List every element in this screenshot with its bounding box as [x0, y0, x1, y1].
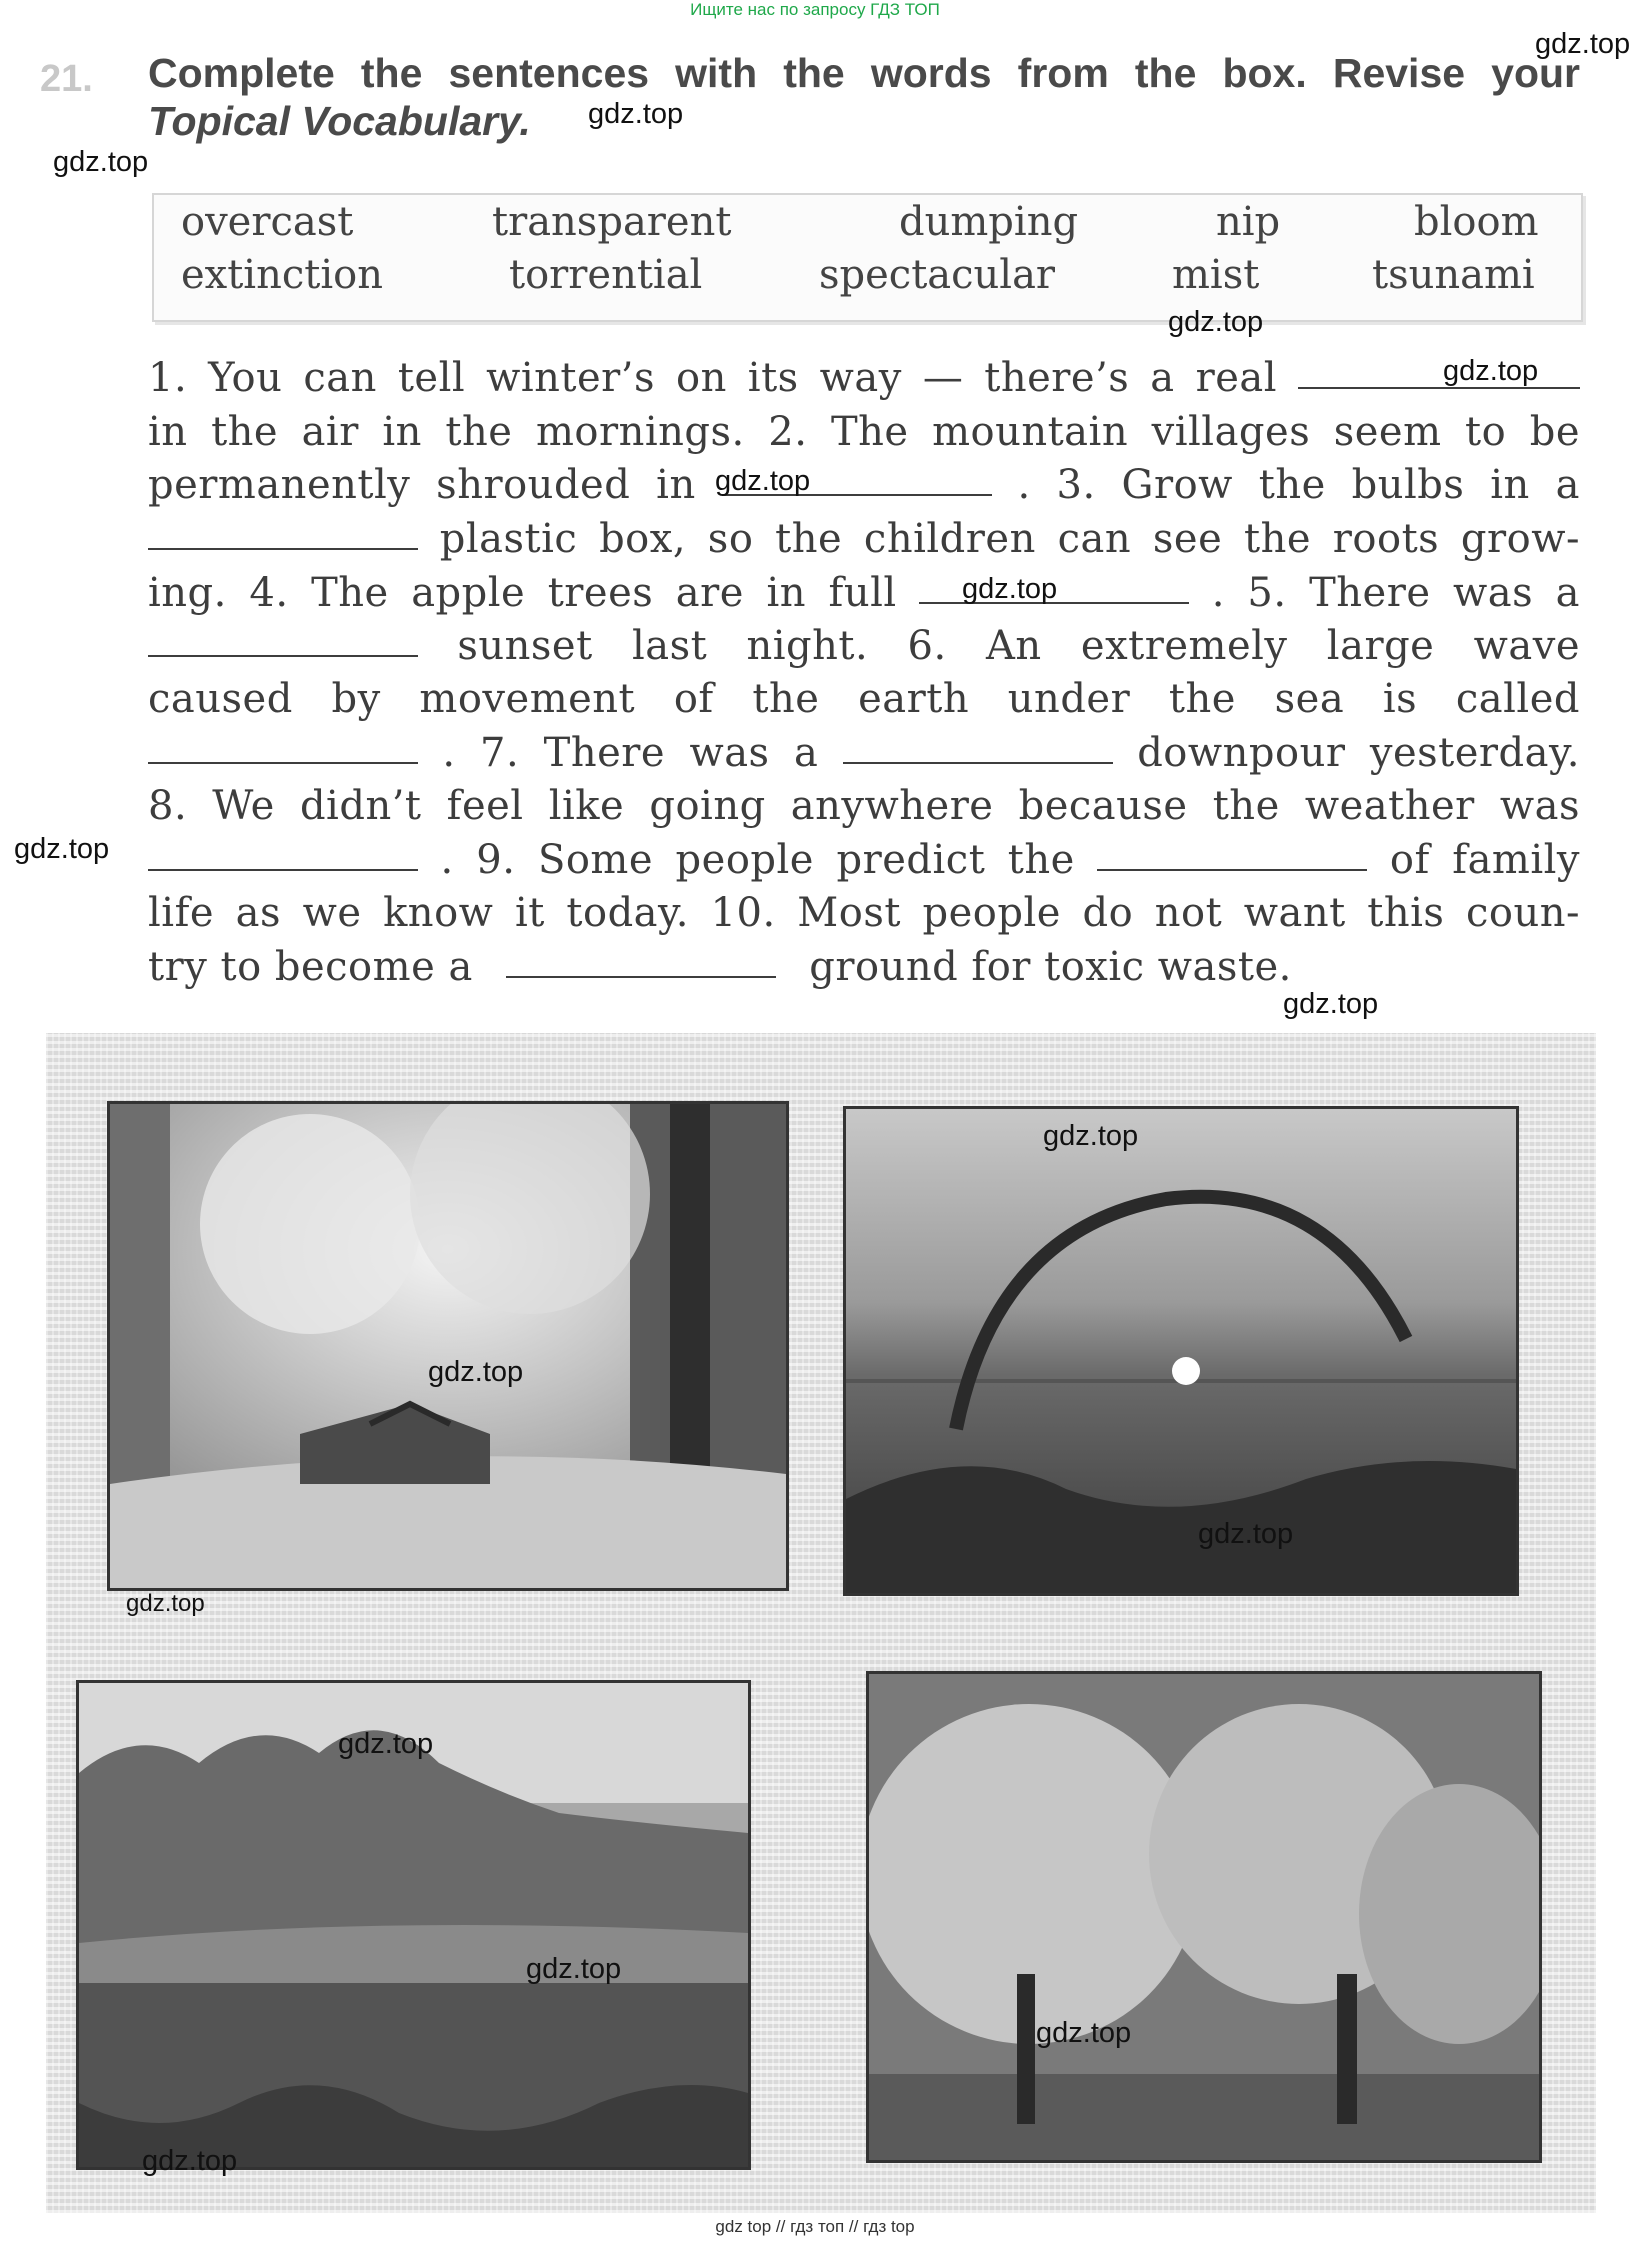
sentence-line: 8. We didn’t feel like going anywhere because the weather was: [148, 783, 1580, 829]
answer-blank-7[interactable]: [843, 762, 1113, 764]
sentence-line: 1. You can tell winter’s on its way — there’s a real: [148, 355, 1580, 401]
watermark: gdz.top: [142, 2145, 238, 2177]
sentence-line: in the air in the mornings. 2. The mountain villages seem to be: [148, 409, 1580, 455]
sentence-line: plastic box, so the children can see the roots grow-: [148, 516, 1580, 562]
answer-blank-3[interactable]: [148, 548, 418, 550]
apple-blossom-image: [869, 1674, 1539, 2160]
word-mist: mist: [1172, 252, 1260, 298]
top-banner[interactable]: Ищите нас по запросу ГДЗ ТОП: [690, 0, 940, 19]
watermark: gdz.top: [588, 98, 684, 130]
word-nip: nip: [1216, 199, 1281, 245]
word-transparent: transparent: [492, 199, 732, 245]
watermark: gdz.top: [428, 1356, 524, 1388]
sentence-line: . 7. There was a downpour yesterday.: [148, 730, 1580, 776]
word-overcast: overcast: [181, 199, 354, 245]
photo-winter-frost: [107, 1101, 789, 1591]
watermark: gdz.top: [1283, 988, 1379, 1020]
exercise-heading-topic: Topical Vocabulary.: [148, 98, 531, 144]
frost-landscape-image: [110, 1104, 786, 1588]
sentence-line: ing. 4. The apple trees are in full . 5. There was a: [148, 570, 1580, 616]
word-extinction: extinction: [181, 252, 383, 298]
word-bloom: bloom: [1414, 199, 1539, 245]
answer-blank-9[interactable]: [1097, 869, 1367, 871]
watermark: gdz.top: [1043, 1120, 1139, 1152]
watermark: gdz.top: [1036, 2017, 1132, 2049]
word-box: [152, 193, 1583, 322]
watermark: gdz.top: [1168, 306, 1264, 338]
answer-blank-8[interactable]: [148, 869, 418, 871]
exercise-number: 21.: [40, 58, 93, 100]
word-torrential: torrential: [509, 252, 703, 298]
watermark: gdz.top: [1535, 28, 1630, 60]
watermark: gdz.top: [338, 1728, 434, 1760]
watermark: gdz.top: [1198, 1518, 1294, 1550]
photo-apple-blossom: [866, 1671, 1542, 2163]
sunset-image: [846, 1109, 1516, 1593]
watermark: gdz.top: [14, 833, 110, 865]
sentence-line: permanently shrouded in . 3. Grow the bulbs in a: [148, 462, 1581, 508]
answer-blank-5[interactable]: [148, 655, 418, 657]
watermark: gdz.top: [962, 573, 1058, 605]
sentence-line: . 9. Some people predict the of family: [148, 837, 1580, 883]
word-tsunami: tsunami: [1372, 252, 1535, 298]
answer-blank-10[interactable]: [506, 976, 776, 978]
watermark: gdz.top: [526, 1953, 622, 1985]
footer[interactable]: gdz top // гдз топ // гдз top: [715, 2217, 915, 2236]
word-dumping: dumping: [899, 199, 1079, 245]
word-spectacular: spectacular: [819, 252, 1056, 298]
answer-blank-6[interactable]: [148, 762, 418, 764]
watermark: gdz.top: [715, 465, 811, 497]
exercise-heading: Complete the sentences with the words from the box. Revise your: [148, 50, 1580, 96]
watermark: gdz.top: [1443, 355, 1539, 387]
sentence-line: try to become a ground for toxic waste.: [148, 944, 1292, 990]
watermark: gdz.top: [53, 146, 149, 178]
sentence-line: life as we know it today. 10. Most people do not want this coun-: [148, 890, 1580, 936]
sentence-line: sunset last night. 6. An extremely large wave: [148, 623, 1580, 669]
photo-sunset-sea: [843, 1106, 1519, 1596]
sentence-line: caused by movement of the earth under the sea is called: [148, 676, 1580, 722]
watermark: gdz.top: [126, 1590, 205, 1617]
